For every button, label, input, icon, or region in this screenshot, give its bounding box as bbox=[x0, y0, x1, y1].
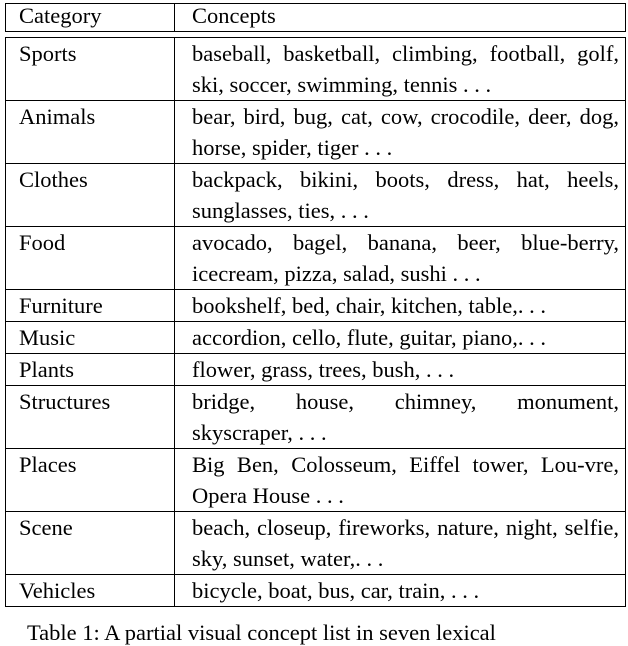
concepts-cell: Big Ben, Colosseum, Eiffel tower, Lou-vre, Opera House . . . bbox=[175, 449, 626, 512]
table-row bbox=[6, 164, 626, 227]
concepts-cell: baseball, basketball, climbing, football, golf, ski, soccer, swimming, tennis . . . bbox=[175, 38, 626, 101]
concepts-cell: bicycle, boat, bus, car, train, . . . bbox=[175, 575, 626, 607]
concept-table-container bbox=[5, 3, 626, 607]
table-row bbox=[6, 38, 626, 101]
table-row bbox=[6, 227, 626, 290]
category-cell: Clothes bbox=[6, 164, 175, 227]
category-cell: Structures bbox=[6, 386, 175, 449]
concepts-cell: avocado, bagel, banana, beer, blue-berry, icecream, pizza, salad, sushi . . . bbox=[175, 227, 626, 290]
concepts-cell: bridge, house, chimney, monument, skyscraper, . . . bbox=[175, 386, 626, 449]
concepts-cell: bookshelf, bed, chair, kitchen, table,. . . bbox=[175, 290, 626, 322]
table-row bbox=[6, 449, 626, 512]
concepts-cell: backpack, bikini, boots, dress, hat, heels, sunglasses, ties, . . . bbox=[175, 164, 626, 227]
concepts-cell: bear, bird, bug, cat, cow, crocodile, deer, dog, horse, spider, tiger . . . bbox=[175, 101, 626, 164]
table-row bbox=[6, 101, 626, 164]
table-row bbox=[6, 322, 626, 354]
category-cell: Plants bbox=[6, 354, 175, 386]
category-cell: Animals bbox=[6, 101, 175, 164]
concepts-cell: flower, grass, trees, bush, . . . bbox=[175, 354, 626, 386]
header-concepts: Concepts bbox=[175, 4, 626, 32]
table-row bbox=[6, 386, 626, 449]
category-cell: Scene bbox=[6, 512, 175, 575]
concepts-cell: beach, closeup, fireworks, nature, night, selfie, sky, sunset, water,. . . bbox=[175, 512, 626, 575]
table-caption: Table 1: A partial visual concept list in seven lexical bbox=[27, 620, 496, 645]
category-cell: Places bbox=[6, 449, 175, 512]
concept-table bbox=[5, 3, 626, 607]
category-cell: Vehicles bbox=[6, 575, 175, 607]
category-cell: Food bbox=[6, 227, 175, 290]
table-row bbox=[6, 575, 626, 607]
category-cell: Music bbox=[6, 322, 175, 354]
table-row bbox=[6, 512, 626, 575]
category-cell: Furniture bbox=[6, 290, 175, 322]
concepts-cell: accordion, cello, flute, guitar, piano,. . . bbox=[175, 322, 626, 354]
category-cell: Sports bbox=[6, 38, 175, 101]
table-row bbox=[6, 354, 626, 386]
header-row bbox=[6, 4, 626, 32]
header-category: Category bbox=[6, 4, 175, 32]
table-row bbox=[6, 290, 626, 322]
